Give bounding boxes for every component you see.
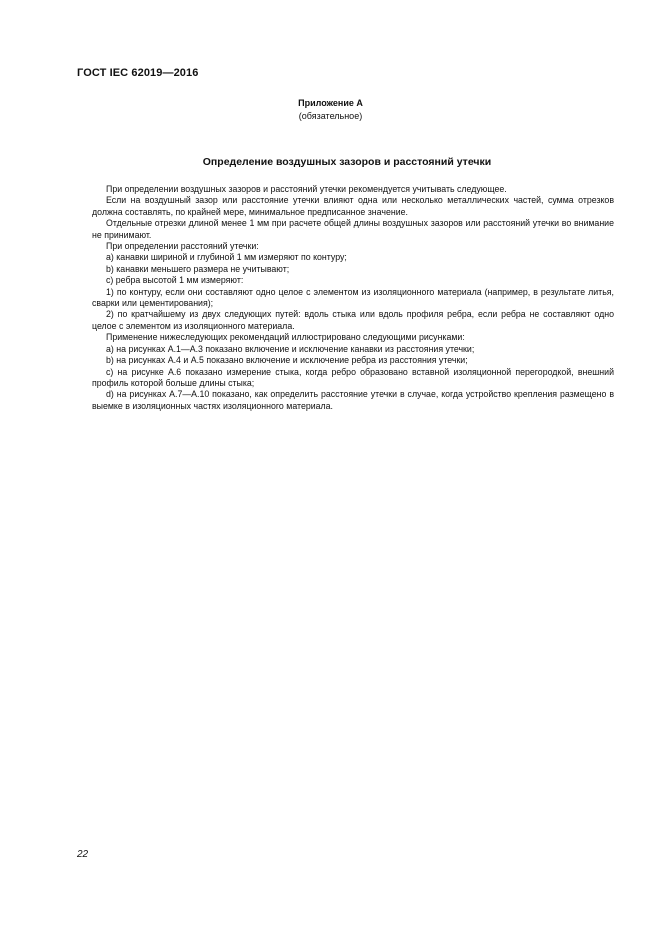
paragraph: При определении расстояний утечки: xyxy=(106,241,259,252)
paragraph: При определении воздушных зазоров и расстояний утечки рекомендуется учитывать следующее. xyxy=(106,184,507,194)
list-item: c) на рисунке А.6 показано измерение стыка, когда ребро образовано вставной изоляционной перегородкой, внешний профиль которой больше длины стыка; xyxy=(92,366,614,388)
body-text xyxy=(92,184,614,412)
appendix-status: (обязательное) xyxy=(298,111,363,121)
paragraph: Применение нижеследующих рекомендаций иллюстрировано следующими рисунками: xyxy=(106,332,465,343)
paragraph: Отдельные отрезки длиной менее 1 мм при расчете общей длины воздушных зазоров или расстояний утечки во внимание не принимают. xyxy=(92,218,614,240)
list-item: a) канавки шириной и глубиной 1 мм измеряют по контуру; xyxy=(106,252,347,263)
appendix-heading xyxy=(0,97,661,123)
list-item: a) на рисунках А.1—А.3 показано включение и исключение канавки из расстояния утечки; xyxy=(106,343,475,354)
list-item: d) на рисунках А.7—А.10 показано, как определить расстояние утечки в случае, когда устройство крепления размещено в выемке в изоляционных частях изоляционного материала. xyxy=(92,389,614,411)
list-item: 2) по кратчайшему из двух следующих путей: вдоль стыка или вдоль профиля ребра, если ребра не составляют одно целое с элементом из изоляционного материала. xyxy=(92,309,614,331)
page-number: 22 xyxy=(77,849,89,860)
document-standard-id: ГОСТ IEC 62019—2016 xyxy=(77,67,199,79)
list-item: 1) по контуру, если они составляют одно целое с элементом из изоляционного материала (например, в результате литья, сварки или цементирования); xyxy=(92,286,614,309)
list-item: b) канавки меньшего размера не учитывают; xyxy=(106,263,290,274)
list-item: b) на рисунках А.4 и А.5 показано включение и исключение ребра из расстояния утечки; xyxy=(106,355,468,366)
list-item: c) ребра высотой 1 мм измеряют: xyxy=(106,275,244,286)
appendix-title: Приложение А xyxy=(298,98,363,108)
paragraph: Если на воздушный зазор или расстояние утечки влияют одна или несколько металлических частей, сумма отрезков должна составлять, по крайней мере, минимальное предписанное значение. xyxy=(92,195,614,217)
section-title: Определение воздушных зазоров и расстояний утечки xyxy=(202,156,492,168)
